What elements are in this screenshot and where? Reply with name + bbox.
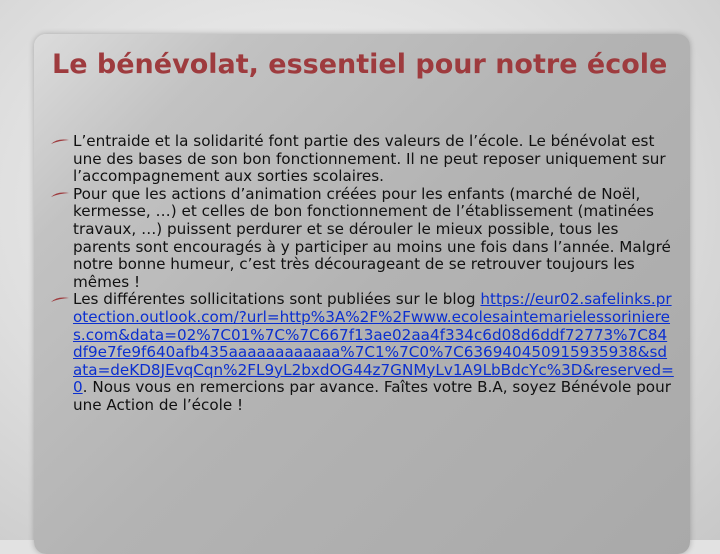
swoosh-bullet-icon <box>51 297 69 303</box>
blog-link[interactable]: https://eur02.safelinks.protection.outlook.com/?url=http%3A%2F%2Fwww.ecolesaintemarielessorinieres.com&data=02%7C01%7C%7C667f13ae02aa4f334c6d08d6ddf72773%7C84df9e7fe9f640afb435aaaaaaaaaaaa%7C1%7C0%7C636940450915935938&sdata=deKD8JEvqCqn%2FL9yL2bxdOG44z7GNMyLv1A9LbBdcYc%3D&reserved=0 <box>73 290 674 397</box>
bullet-text: Pour que les actions d’animation créées pour les enfants (marché de Noël, kermesse, …) et celles de bon fonctionnement de l’établissement (matinées travaux, …) puissent perdurer et se dérouler le mieux possible, tous les parents sont encouragés à y participer au moins une fois dans l’année. Malgré notre bonne humeur, c’est très décourageant de se retrouver toujours les mêmes ! <box>73 184 671 291</box>
bullet-item-volunteering <box>50 133 675 186</box>
bullet-text-after-link: . Nous vous en remercions par avance. Faîtes votre B.A, soyez Bénévole pour une Action de l’école ! <box>73 378 671 414</box>
swoosh-bullet-icon <box>51 139 69 145</box>
slide-title: Le bénévolat, essentiel pour notre école <box>52 49 668 80</box>
bullet-item-blog <box>50 291 675 414</box>
bullet-text: L’entraide et la solidarité font partie des valeurs de l’école. Le bénévolat est une des bases de son bon fonctionnement. Il ne peut reposer uniquement sur l’accompagnement aux sorties scolaires. <box>73 132 666 186</box>
swoosh-bullet-icon <box>51 192 69 198</box>
bullet-text-before-link: Les différentes sollicitations sont publiées sur le blog <box>73 290 476 309</box>
bullet-item-activities <box>50 186 675 292</box>
bullet-list <box>50 133 675 415</box>
